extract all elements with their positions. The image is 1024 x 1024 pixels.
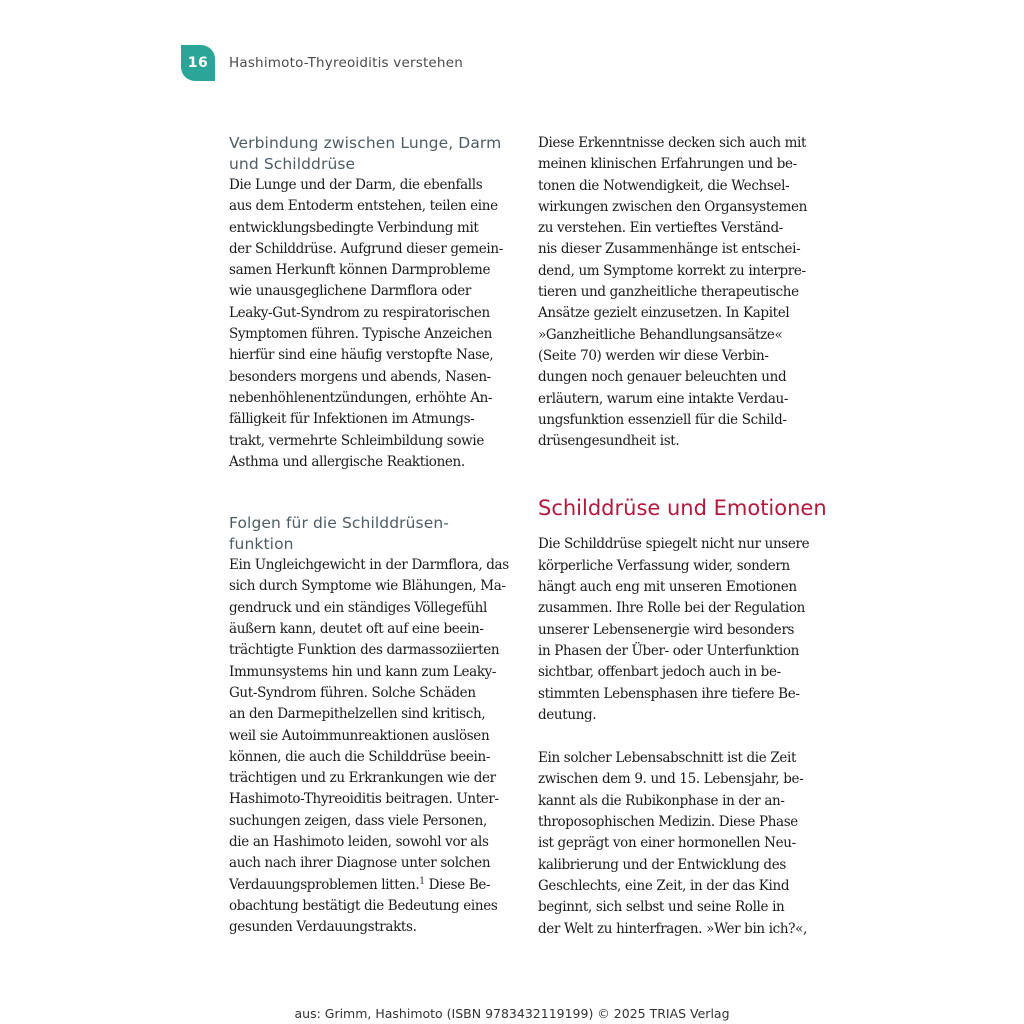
text-line: Immunsystems hin und kann zum Leaky- xyxy=(229,663,497,680)
paragraph-thyroid-emotions xyxy=(538,534,820,726)
text-line: können, die auch die Schilddrüse beein- xyxy=(229,748,491,765)
text-line: unserer Lebensenergie wird besonders xyxy=(538,621,795,638)
text-line: Ein solcher Lebensabschnitt ist die Zeit xyxy=(538,750,797,767)
text-line: zu verstehen. Ein vertieftes Verständ- xyxy=(538,220,784,237)
text-line: gesunden Verdauungstrakts. xyxy=(229,919,417,936)
subhead-line: Verbindung zwischen Lunge, Darm xyxy=(229,134,502,152)
text-line: kannt als die Rubikonphase in der an- xyxy=(538,792,785,809)
text-line: Die Schilddrüse spiegelt nicht nur unsere xyxy=(538,536,810,553)
text-line: erläutern, warum eine intakte Verdau- xyxy=(538,390,789,407)
subhead-line: Folgen für die Schilddrüsen- xyxy=(229,514,449,533)
text-line: suchungen zeigen, dass viele Personen, xyxy=(229,812,487,829)
text-line: trächtigen und zu Erkrankungen wie der xyxy=(229,770,496,787)
text-line: weil sie Autoimmunreaktionen auslösen xyxy=(229,727,490,744)
right-column xyxy=(538,133,827,940)
text-line: samen Herkunft können Darmprobleme xyxy=(229,262,491,279)
copyright-footer: aus: Grimm, Hashimoto (ISBN 9783432119199) © 2025 TRIAS Verlag xyxy=(294,1006,730,1021)
text-line-with-footnote xyxy=(229,875,511,896)
text-line: äußern kann, deutet oft auf eine beein- xyxy=(229,621,484,638)
running-title: Hashimoto-Thyreoiditis verstehen xyxy=(229,55,463,71)
subhead-thyroid-consequences xyxy=(229,513,511,555)
text-line: entwicklungsbedingte Verbindung mit xyxy=(229,219,479,236)
text-line: tieren und ganzheitliche therapeutische xyxy=(538,284,799,301)
text-line: Leaky-Gut-Syndrom zu respiratorischen xyxy=(229,304,490,321)
text-line: sichtbar, offenbart jedoch auch in be- xyxy=(538,664,781,681)
text-line: kalibrierung und der Entwicklung des xyxy=(538,856,786,873)
paragraph-clinical-experience xyxy=(538,133,820,452)
text-line: in Phasen der Über- oder Unterfunktion xyxy=(538,642,799,659)
text-line: throposophischen Medizin. Diese Phase xyxy=(538,814,798,831)
text-line: ist geprägt von einer hormonellen Neu- xyxy=(538,835,796,852)
text-line: körperliche Verfassung wider, sondern xyxy=(538,557,790,574)
text-line: meinen klinischen Erfahrungen und be- xyxy=(538,156,797,173)
text-line: nebenhöhlenentzündungen, erhöhte An- xyxy=(229,389,493,406)
page-number: 16 xyxy=(187,55,209,71)
paragraph-thyroid-consequences xyxy=(229,555,511,938)
text-line: Geschlechts, eine Zeit, in der das Kind xyxy=(538,877,790,894)
text-fragment: Verdauungsproblemen litten. xyxy=(229,876,420,893)
text-line: dend, um Symptome korrekt zu interpre- xyxy=(538,262,806,279)
footnote-reference[interactable]: 1 xyxy=(419,876,425,887)
text-line: Hashimoto-Thyreoiditis beitragen. Unter- xyxy=(229,791,499,808)
text-line: Ansätze gezielt einzusetzen. In Kapitel xyxy=(538,305,790,322)
text-line: der Schilddrüse. Aufgrund dieser gemein- xyxy=(229,240,503,257)
text-line: Asthma und allergische Reaktionen. xyxy=(229,453,465,470)
text-line: ungsfunktion essenziell für die Schild- xyxy=(538,411,787,428)
text-line: Ein Ungleichgewicht in der Darmflora, das xyxy=(229,557,509,574)
text-line: wie unausgeglichene Darmflora oder xyxy=(229,283,472,300)
section-heading-thyroid-emotions: Schilddrüse und Emotionen xyxy=(538,496,827,521)
text-line: deutung. xyxy=(538,706,597,723)
text-line: nis dieser Zusammenhänge ist entschei- xyxy=(538,241,801,258)
text-line: hängt auch eng mit unseren Emotionen xyxy=(538,579,797,596)
text-line: zusammen. Ihre Rolle bei der Regulation xyxy=(538,600,806,617)
subhead-line: funktion xyxy=(229,535,294,554)
text-line: dungen noch genauer beleuchten und xyxy=(538,369,787,386)
text-line: Gut-Syndrom führen. Solche Schäden xyxy=(229,684,476,701)
text-line: trächtigte Funktion des darmassoziierten xyxy=(229,642,500,659)
text-fragment: Diese Be- xyxy=(424,876,491,893)
text-line: die an Hashimoto leiden, sowohl vor als xyxy=(229,834,489,851)
text-line: der Welt zu hinterfragen. »Wer bin ich?«, xyxy=(538,920,807,937)
text-line: tonen die Notwendigkeit, die Wechsel- xyxy=(538,177,790,194)
text-line: auch nach ihrer Diagnose unter solchen xyxy=(229,855,491,872)
page-number-badge xyxy=(181,45,215,81)
text-line: fälligkeit für Infektionen im Atmungs- xyxy=(229,411,475,428)
text-line: Diese Erkenntnisse decken sich auch mit xyxy=(538,135,807,151)
text-line: obachtung bestätigt die Bedeutung eines xyxy=(229,897,498,914)
subhead-lung-gut-thyroid xyxy=(229,133,511,175)
text-line: Symptomen führen. Typische Anzeichen xyxy=(229,326,493,343)
paragraph-lung-gut xyxy=(229,175,511,473)
text-line: drüsengesundheit ist. xyxy=(538,433,680,450)
text-line: »Ganzheitliche Behandlungsansätze« xyxy=(538,326,783,343)
text-line: an den Darmepithelzellen sind kritisch, xyxy=(229,706,486,723)
text-line: stimmten Lebensphasen ihre tiefere Be- xyxy=(538,685,800,702)
text-line: sich durch Symptome wie Blähungen, Ma- xyxy=(229,578,506,595)
text-line: besonders morgens und abends, Nasen- xyxy=(229,368,491,385)
text-line: hierfür sind eine häufig verstopfte Nase, xyxy=(229,347,494,364)
subhead-line: und Schilddrüse xyxy=(229,155,356,173)
paragraph-rubicon-phase xyxy=(538,748,820,940)
left-column xyxy=(229,133,511,939)
text-line: gendruck und ein ständiges Völlegefühl xyxy=(229,599,487,616)
text-line: zwischen dem 9. und 15. Lebensjahr, be- xyxy=(538,771,804,788)
text-line: trakt, vermehrte Schleimbildung sowie xyxy=(229,432,484,449)
text-line: wirkungen zwischen den Organsystemen xyxy=(538,198,807,215)
text-line: (Seite 70) werden wir diese Verbin- xyxy=(538,347,769,364)
text-line: beginnt, sich selbst und seine Rolle in xyxy=(538,899,785,916)
text-line: Die Lunge und der Darm, die ebenfalls xyxy=(229,177,483,193)
text-line: aus dem Entoderm entstehen, teilen eine xyxy=(229,198,498,215)
